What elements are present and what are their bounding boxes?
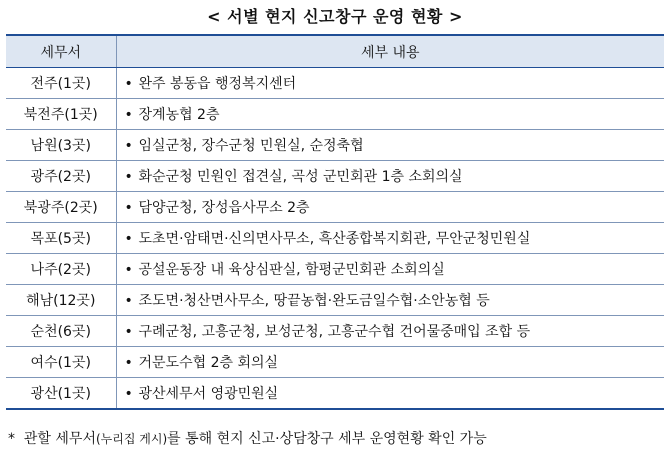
detail-cell [116,316,664,347]
footnote [8,428,487,448]
detail-text: 도초면·암태면·신의면사무소, 흑산종합복지회관, 무안군청민원실 [138,231,531,247]
detail-cell [116,347,664,378]
office-cell: 목포(5곳) [6,223,116,254]
footnote-paren-note: (누리집 게시) [95,432,168,446]
office-cell: 순천(6곳) [6,316,116,347]
table-row [6,223,664,254]
table-row [6,161,664,192]
detail-text: 장계농협 2층 [138,107,220,123]
detail-cell [116,130,664,161]
header-detail: 세부 내용 [116,35,664,68]
detail-text: 화순군청 민원인 접견실, 곡성 군민회관 1층 소회의실 [138,169,463,185]
bullet-icon: • [124,324,133,340]
detail-cell [116,68,664,99]
office-cell: 나주(2곳) [6,254,116,285]
office-cell: 광산(1곳) [6,378,116,410]
table-row [6,130,664,161]
detail-cell [116,192,664,223]
detail-text: 완주 봉동읍 행정복지센터 [138,76,297,92]
detail-cell [116,285,664,316]
office-cell: 남원(3곳) [6,130,116,161]
detail-text: 공설운동장 내 육상심판실, 함평군민회관 소회의실 [138,262,445,278]
table-row [6,316,664,347]
table-row [6,192,664,223]
detail-text: 구례군청, 고흥군청, 보성군청, 고흥군수협 건어물중매입 조합 등 [138,324,531,340]
table-row [6,378,664,410]
detail-text: 광산세무서 영광민원실 [138,386,279,402]
bullet-icon: • [124,76,133,92]
bullet-icon: • [124,138,133,154]
table-row [6,68,664,99]
table-row [6,285,664,316]
office-table [6,34,664,410]
footnote-mark: * [8,431,15,447]
page-title: < 서별 현지 신고창구 운영 현황 > [207,7,463,26]
table-row [6,254,664,285]
bullet-icon: • [124,355,133,371]
office-cell: 북전주(1곳) [6,99,116,130]
office-cell: 전주(1곳) [6,68,116,99]
office-cell: 해남(12곳) [6,285,116,316]
footnote-text-before: 관할 세무서 [23,431,96,447]
detail-cell [116,99,664,130]
detail-text: 거문도수협 2층 회의실 [138,355,279,371]
detail-text: 임실군청, 장수군청 민원실, 순정축협 [138,138,364,154]
bullet-icon: • [124,386,133,402]
detail-text: 조도면·청산면사무소, 땅끝농협·완도금일수협·소안농협 등 [138,293,490,309]
bullet-icon: • [124,293,133,309]
table-row [6,99,664,130]
table-row [6,347,664,378]
detail-cell [116,223,664,254]
detail-text: 담양군청, 장성읍사무소 2층 [138,200,310,216]
bullet-icon: • [124,200,133,216]
office-cell: 북광주(2곳) [6,192,116,223]
bullet-icon: • [124,107,133,123]
footnote-text-after: 를 통해 현지 신고·상담창구 세부 운영현황 확인 가능 [167,431,487,447]
detail-cell [116,378,664,410]
bullet-icon: • [124,169,133,185]
office-cell: 광주(2곳) [6,161,116,192]
detail-cell [116,161,664,192]
bullet-icon: • [124,262,133,278]
table-header-row [6,35,664,68]
office-cell: 여수(1곳) [6,347,116,378]
header-office: 세무서 [6,35,116,68]
bullet-icon: • [124,231,133,247]
detail-cell [116,254,664,285]
